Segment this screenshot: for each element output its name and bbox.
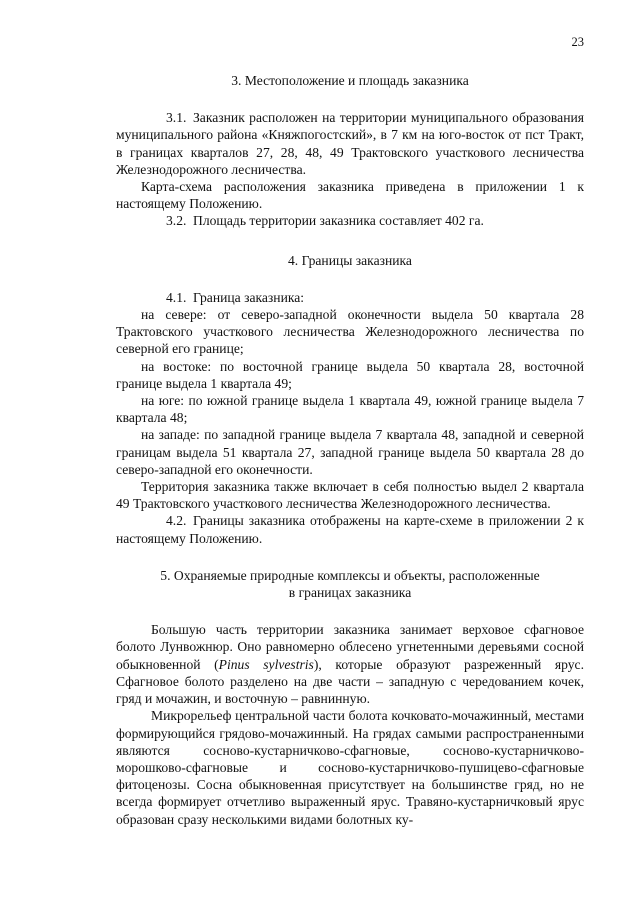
paragraph-territory-includes: Территория заказника также включает в себя полностью выдел 2 квартала 49 Трактовского участкового лесничества Железнодорожного лесничества. [116, 479, 584, 512]
paragraph-3-1 [116, 109, 584, 178]
paragraph-microrelief: Микрорельеф центральной части болота кочковато-мочажинный, местами формирующийся грядово-мочажинный. На грядах самыми распространенными являются сосново-кустарничково-сфагновые, сосново-кустарничково-морошково-сфагновые и сосново-кустарничково-пушицево-сфагновые фитоценозы. Сосна обыкновенная присутствует на большинстве гряд, но не всегда формирует отчетливо выраженный ярус. Травяно-кустарничковый ярус образован сразу несколькими видами болотных ку- [116, 708, 584, 827]
section-5-heading [116, 567, 584, 601]
paragraph-number: 4.2. [166, 513, 187, 529]
document-body [116, 72, 584, 828]
paragraph-number: 4.1. [166, 289, 187, 305]
section-3-heading: 3. Местоположение и площадь заказника [231, 73, 469, 88]
boundary-east: на востоке: по восточной границе выдела 50 квартала 28, восточной границе выдела 1 квартала 49; [116, 358, 584, 391]
paragraph-number: 3.2. [166, 213, 187, 229]
paragraph-3-2 [116, 212, 584, 229]
boundary-north: на севере: от северо-западной оконечности выдела 50 квартала 28 Трактовского участкового лесничества Железнодорожного лесничества по северной его границе; [116, 307, 584, 357]
latin-species-name: Pinus sylvestris [218, 656, 314, 672]
page-number: 23 [571, 35, 584, 49]
text-part: ), которые образуют разреженный ярус. Сфагновое болото разделено на две части – западную с чередованием кочек, гряд и мочажин, и восточную – равнинную. [116, 656, 584, 707]
paragraph-text: Площадь территории заказника составляет 402 га. [193, 213, 484, 229]
boundary-west: на западе: по западной границе выдела 7 квартала 48, западной и северной границам выдела 51 квартала 27, западной границе выдела 50 квартала 28 до северо-западной его оконечности. [116, 427, 584, 477]
section-4-heading: 4. Границы заказника [288, 252, 412, 268]
section-5-heading-line-2: в границах заказника [288, 585, 412, 601]
paragraph-text: Граница заказника: [193, 289, 305, 305]
section-5-heading-line-1: 5. Охраняемые природные комплексы и объекты, расположенные [160, 567, 540, 583]
paragraph-text: Границы заказника отображены на карте-схеме в приложении 2 к настоящему Положению. [116, 513, 584, 546]
paragraph-map-reference-1: Карта-схема расположения заказника приведена в приложении 1 к настоящему Положению. [116, 179, 584, 212]
paragraph-text: Заказник расположен на территории муниципального образования муниципального района «Княжпогостский», в 7 км на юго-восток от пст Тракт, в границах кварталов 27, 28, 48, 49 Трактовского участкового лесничества Железнодорожного лесничества. [116, 110, 584, 177]
paragraph-bog-description [116, 621, 584, 707]
paragraph-number: 3.1. [166, 110, 187, 126]
paragraph-4-2 [116, 512, 584, 546]
boundary-south: на юге: по южной границе выдела 1 квартала 49, южной границе выдела 7 квартала 48; [116, 393, 584, 426]
paragraph-4-1 [116, 289, 584, 306]
text-part: Большую часть территории заказника занимает верховое сфагновое болото Лунвожнюр. Оно равномерно облесено угнетенными деревьями сосной обыкновенной ( [116, 622, 584, 672]
